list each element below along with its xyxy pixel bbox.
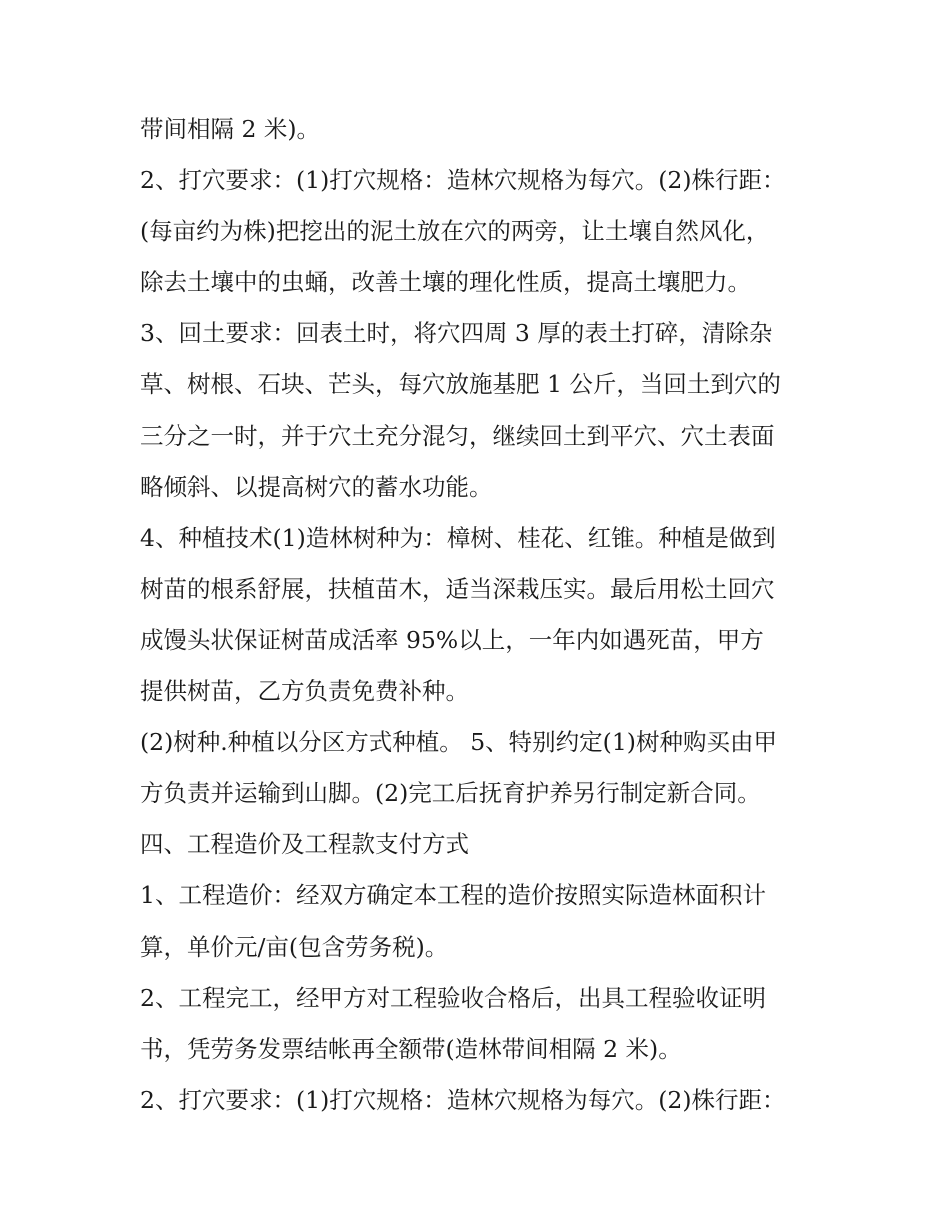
text-line: 三分之一时，并于穴土充分混匀，继续回土到平穴、穴土表面 xyxy=(140,421,775,450)
text-line: 提供树苗，乙方负责免费补种。 xyxy=(140,677,469,706)
text-line: 草、树根、石块、芒头，每穴放施基肥 1 公斤，当回土到穴的 xyxy=(140,370,781,399)
text-line: (2)树种.种植以分区方式种植。 5、特别约定(1)树种购买由甲 xyxy=(140,728,777,757)
text-line: 书，凭劳务发票结帐再全额带(造林带间相隔 2 米)。 xyxy=(140,1034,682,1063)
text-line: (每亩约为株)把挖出的泥土放在穴的两旁，让土壤自然风化， xyxy=(140,217,770,246)
text-line: 算，单价元/亩(包含劳务税)。 xyxy=(140,932,449,961)
text-line: 带间相隔 2 米)。 xyxy=(140,115,321,143)
document-body xyxy=(140,104,830,1126)
text-line: 除去土壤中的虫蛹，改善土壤的理化性质，提高土壤肥力。 xyxy=(140,268,751,297)
text-line: 成馒头状保证树苗成活率 95%以上，一年内如遇死苗，甲方 xyxy=(140,625,764,654)
text-line: 3、回土要求：回表土时，将穴四周 3 厚的表土打碎，清除杂 xyxy=(140,319,773,348)
text-line: 方负责并运输到山脚。(2)完工后抚育护养另行制定新合同。 xyxy=(140,779,761,808)
text-line: 4、种植技术(1)造林树种为：樟树、桂花、红锥。种植是做到 xyxy=(140,523,776,552)
text-line: 1、工程造价：经双方确定本工程的造价按照实际造林面积计 xyxy=(140,881,766,910)
text-line: 2、工程完工，经甲方对工程验收合格后，出具工程验收证明 xyxy=(140,983,766,1012)
text-line: 树苗的根系舒展，扶植苗木，适当深栽压实。最后用松土回穴 xyxy=(140,574,775,603)
text-line: 2、打穴要求：(1)打穴规格：造林穴规格为每穴。(2)株行距： xyxy=(140,1085,786,1114)
text-line: 略倾斜、以提高树穴的蓄水功能。 xyxy=(140,472,493,501)
text-line: 2、打穴要求：(1)打穴规格：造林穴规格为每穴。(2)株行距： xyxy=(140,166,786,195)
section-heading: 四、工程造价及工程款支付方式 xyxy=(140,830,469,859)
